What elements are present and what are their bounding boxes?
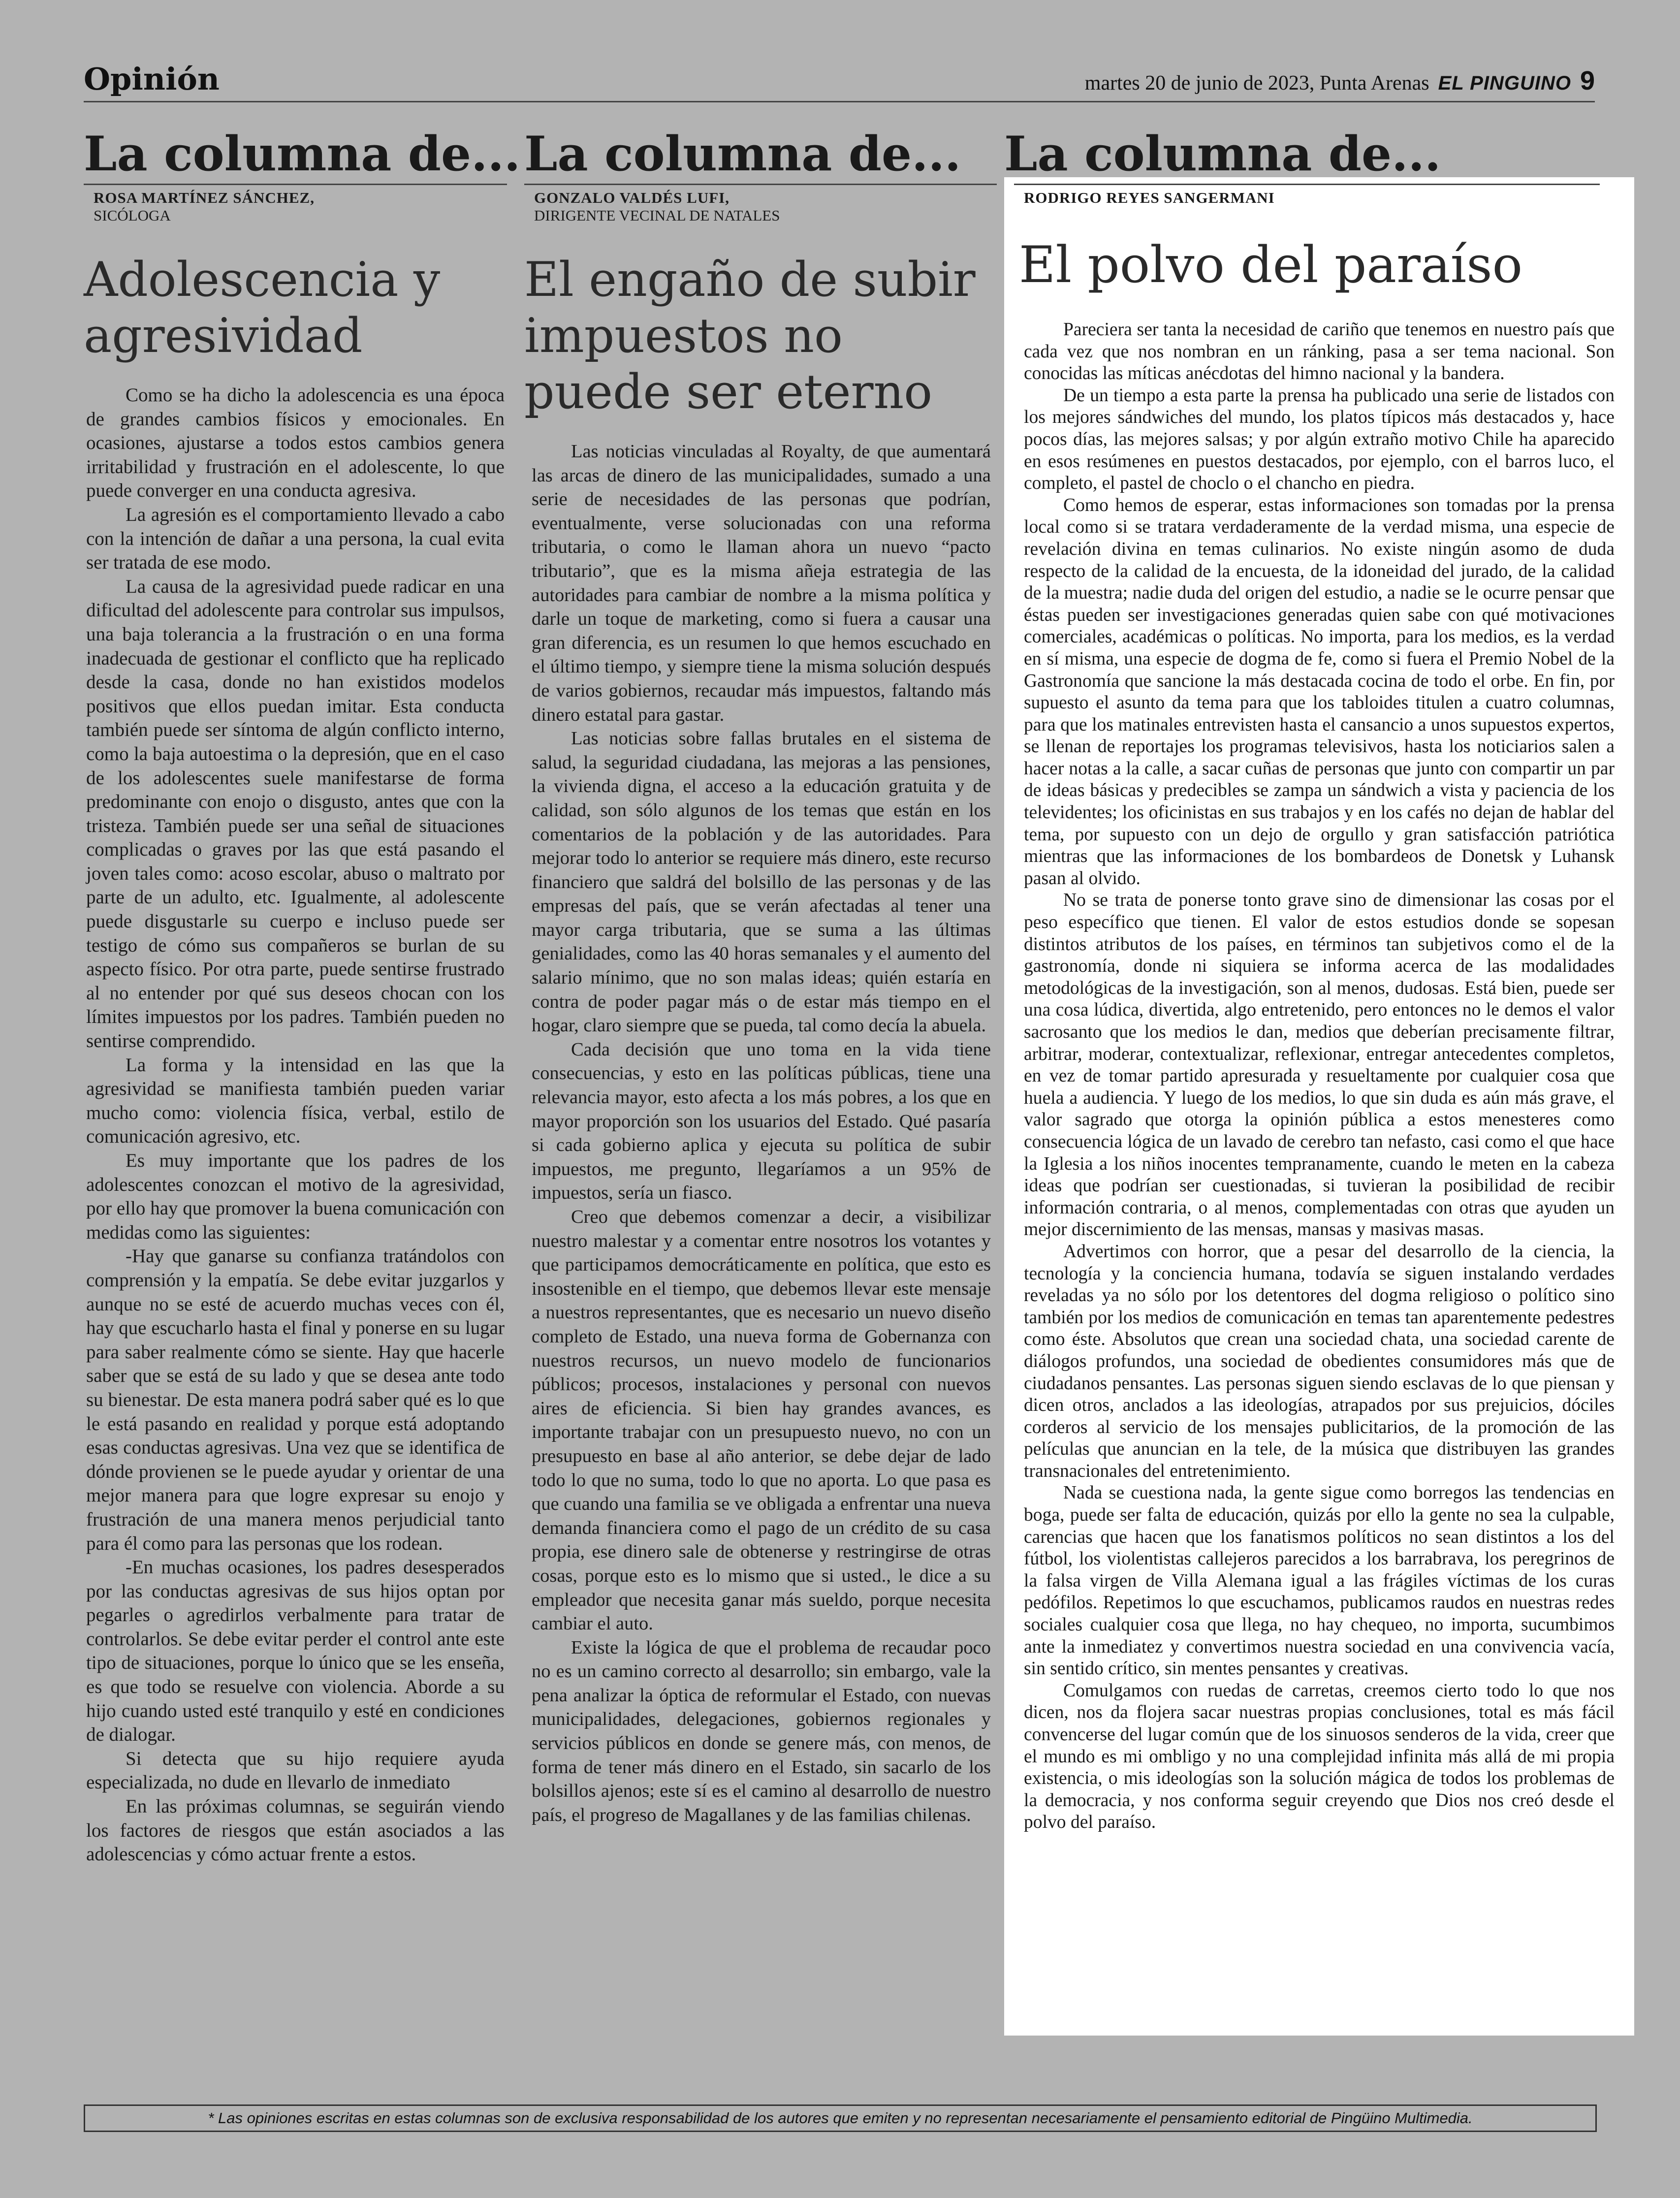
section-title: Opinión [84, 61, 220, 97]
page-number: 9 [1580, 66, 1595, 96]
date-place: martes 20 de junio de 2023, Punta Arenas [1084, 72, 1429, 95]
author-name: ROSA MARTÍNEZ SÁNCHEZ, [94, 189, 315, 206]
paragraph: -Hay que ganarse su confianza tratándolos con comprensión y la empatía. Se debe evitar juzgarlos y aunque no se esté de acuerdo muchas veces con él, hay que escucharlo hasta el final y ponerse en su lugar para saber realmente cómo se siente. Hay que hacerle saber que se está de su lado y que se desea ante todo su bienestar. De esta manera podrá saber qué es lo que le está pasando en realidad y porque está adoptando esas conductas agresivas. Una vez que se identifica de dónde provienen se le puede ayudar y orientar de una mejor manera para que logre expresar su enojo y frustración de una manera menos perjudicial tanto para él como para las personas que los rodean. [86, 1245, 505, 1554]
author-name: GONZALO VALDÉS LUFI, [534, 189, 729, 206]
author-name: RODRIGO REYES SANGERMANI [1024, 189, 1275, 206]
byline [524, 189, 997, 224]
kicker-rule [524, 184, 997, 185]
paragraph: Es muy importante que los padres de los adolescentes conozcan el motivo de la agresividad, por ello hay que promover la buena comunicación con medidas como las siguientes: [86, 1150, 505, 1243]
column-kicker: La columna de... [84, 126, 521, 182]
paragraph: La agresión es el comportamiento llevado a cabo con la intención de dañar a una persona, la cual evita ser tratada de ese modo. [86, 504, 505, 573]
paragraph: Si detecta que su hijo requiere ayuda especializada, no dude en llevarlo de inmediato [86, 1748, 505, 1793]
header-meta [1085, 65, 1595, 96]
column-gonzalo-valdes [524, 126, 997, 1827]
paragraph: No se trata de ponerse tonto grave sino de dimensionar las cosas por el peso específico que tienen. El valor de estos estudios donde se sopesan distintos atributos de los países, en términos tan subjetivos como el de la gastronomía, donde ni siquiera se informa acerca de las modalidades metodológicas de la investigación, son al menos, dudosas. Está bien, puede ser una cosa lúdica, divertida, algo entretenido, pero entonces no le demos el valor sacrosanto que los medios le dan, medios que deberían precisamente filtrar, arbitrar, moderar, contextualizar, reflexionar, entregar antecedentes completos, en vez de tomar partido apresurada y resueltamente por cualquier cosa que huela a audiencia. Y luego de los medios, lo que sin duda es aún más grave, el valor sagrado que otorga la opinión pública a estos menesteres como consecuencia lógica de un lavado de cerebro tan nefasto, casi como el que hace la Iglesia a los niños inocentes tempranamente, cuando le meten en la cabeza ideas que podrían ser cuestionadas, si tuvieran la posibilidad de recibir información contraria, o al menos, complementadas con otras que ayuden un mejor discernimiento de las mensas, mansas y masivas masas. [1024, 890, 1615, 1240]
paragraph: Las noticias sobre fallas brutales en el sistema de salud, la seguridad ciudadana, las mejoras a las pensiones, la vivienda digna, el acceso a la educación gratuita y de calidad, son sólo algunos de los temas que están en los comentarios de la población y de las autoridades. Para mejorar todo lo anterior se requiere más dinero, este recurso financiero que saldrá del bolsillo de las personas y de las empresas del país, que se verán afectadas al tener una mayor carga tributaria, que se suma a las últimas genialidades, como las 40 horas semanales y el aumento del salario mínimo, que no son malas ideas; quién estaría en contra de poder pagar más o de estar más tiempo en el hogar, claro siempre que se pueda, tal como decía la abuela. [532, 728, 991, 1036]
paragraph: En las próximas columnas, se seguirán viendo los factores de riesgos que están asociados a las adolescencias y cómo actuar frente a estos. [86, 1796, 505, 1865]
page-header [84, 54, 1595, 102]
paragraph: Nada se cuestiona nada, la gente sigue como borregos las tendencias en boga, puede ser falta de educación, quizás por ello la gente no sea la culpable, carencias que hacen que los fanatismos políticos no sean distintos a los del fútbol, los violentistas callejeros parecidos a los barrabrava, los peregrinos de la falsa virgen de Villa Alemana igual a las frágiles víctimas de los curas pedófilos. Repetimos lo que escuchamos, publicamos raudos en nuestras redes sociales cualquier cosa que llega, no hay chequeo, no importa, sucumbimos ante la inmediatez y convertimos nuestra sociedad en una convivencia vacía, sin sentido crítico, sin mentes pensantes y creativas. [1024, 1483, 1615, 1679]
paragraph: De un tiempo a esta parte la prensa ha publicado una serie de listados con los mejores sándwiches del mundo, los platos típicos más destacados y, hace pocos días, las mejores salsas; y por algún extraño motivo Chile ha aparecido en esos resúmenes en puestos destacados, por ejemplo, con el barros luco, el completo, el pastel de choclo o el chancho en piedra. [1024, 385, 1615, 494]
paragraph: La causa de la agresividad puede radicar en una dificultad del adolescente para controlar sus impulsos, una baja tolerancia a la frustración o en una forma inadecuada de gestionar el conflicto que ha replicado desde la casa, donde no han existidos modelos positivos que ellos puedan imitar. Esta conducta también puede ser síntoma de algún conflicto interno, como la baja autoestima o la depresión, que en el caso de los adolescentes suele manifestarse de forma predominante con enojo o disgusto, antes que con la tristeza. También puede ser una señal de situaciones complicadas o graves por las que está pasando el joven tales como: acoso escolar, abuso o maltrato por parte de un adulto, etc. Igualmente, al adolescente puede disgustarle su cuerpo e incluso puede ser testigo de cómo sus compañeros se burlan de su aspecto físico. Por otra parte, puede sentirse frustrado al no entender por qué sus deseos chocan con los límites impuestos por los padres. También pueden no sentirse comprendido. [86, 575, 505, 1052]
article-headline: Adolescencia y agresividad [84, 252, 441, 363]
paragraph: Comulgamos con ruedas de carretas, creemos cierto todo lo que nos dicen, nos da flojera sacar nuestras propias conclusiones, total es más fácil convencerse del lugar común que de los sinuosos senderos de la vida, creer que el mundo es mi ombligo y no una complejidad infinita más allá de mi propia existencia, o mis ideologías son la solución mágica de todos los problemas de la democracia, y nos conforma seguir creyendo que Dios nos creó desde el polvo del paraíso. [1024, 1680, 1615, 1833]
paragraph: -En muchas ocasiones, los padres desesperados por las conductas agresivas de sus hijos optan por pegarles o agredirlos verbalmente para tratar de controlarlos. Se debe evitar perder el control ante este tipo de situaciones, porque lo único que se les enseña, es que todo se resuelve con violencia. Aborde a su hijo cuando usted esté tranquilo y esté en condiciones de dialogar. [86, 1557, 505, 1746]
column-kicker: La columna de... [1004, 126, 1441, 182]
newspaper-brand: EL PINGUINO [1438, 72, 1571, 94]
column-rodrigo-reyes [1004, 126, 1634, 1834]
paragraph: Advertimos con horror, que a pesar del desarrollo de la ciencia, la tecnología y la conciencia humana, todavía se siguen instalando verdades reveladas ya no sólo por los detentores del dogma religioso o político sino también por los medios de comunicación en temas tan aparentemente pedestres como éste. Absolutos que crean una sociedad chata, una sociedad carente de diálogos profundos, una sociedad de obedientes consumidores más que de ciudadanos pensantes. Las personas siguen siendo esclavas de lo que piensan y dicen otros, anclados a las ideologías, atrapados por sus prejuicios, dóciles corderos al servicio de los mensajes publicitarios, de la promoción de las películas que anuncian en la tele, de la música que distribuyen las grandes transnacionales del entretenimiento. [1024, 1241, 1615, 1481]
article-headline: El engaño de subir impuestos no puede ser eterno [524, 252, 976, 419]
author-role: SICÓLOGA [94, 207, 171, 224]
paragraph: Cada decisión que uno toma en la vida tiene consecuencias, y esto en las políticas públicas, tiene una relevancia mayor, esto afecta a los más pobres, a los que en mayor proporción son los usuarios del Estado. Qué pasaría si cada gobierno aplica y ejecuta su política de subir impuestos, me pregunto, llegaríamos a un 95% de impuestos, sería un fiasco. [532, 1039, 991, 1204]
paragraph: La forma y la intensidad en las que la agresividad se manifiesta también pueden variar mucho como: violencia física, verbal, estilo de comunicación agresivo, etc. [86, 1054, 505, 1147]
article-body [524, 440, 997, 1827]
byline [1004, 189, 1634, 207]
kicker-rule [84, 184, 507, 185]
paragraph: Pareciera ser tanta la necesidad de cariño que tenemos en nuestro país que cada vez que nos nombran en un ránking, pasa a ser tema nacional. Son conocidas las míticas anécdotas del himno nacional y la bandera. [1024, 319, 1615, 384]
article-body [1004, 319, 1634, 1834]
disclaimer-box [84, 2104, 1597, 2132]
kicker-rule [1014, 184, 1600, 185]
article-headline: El polvo del paraíso [1019, 236, 1523, 294]
disclaimer-text: * Las opiniones escritas en estas columnas son de exclusiva responsabilidad de los autores que emiten y no representan necesariamente el pensamiento editorial de Pingüino Multimedia. [208, 2109, 1473, 2127]
paragraph: Creo que debemos comenzar a decir, a visibilizar nuestro malestar y a comentar entre nosotros los votantes y que participamos democráticamente en política, que esto es insostenible en el tiempo, que debemos llevar este mensaje a nuestros representantes, que es necesario un nuevo diseño completo de Estado, una nueva forma de Gobernanza con nuestros recursos, un nuevo modelo de funcionarios públicos; procesos, instalaciones y personal con nuevos aires de eficiencia. Si bien hay grandes avances, es importante trabajar con un presupuesto nuevo, no con un presupuesto en base al año anterior, se debe dejar de lado todo lo que no suma, todo lo que no aporta. Lo que pasa es que cuando una familia se ve obligada a enfrentar una nueva demanda financiera como el pago de un crédito de su casa propia, ese dinero sale de obtenerse y restringirse de otras cosas, porque esto es lo mismo que si usted., le dice a su empleador que necesita ganar más sueldo, porque necesita cambiar el auto. [532, 1207, 991, 1634]
paragraph: Las noticias vinculadas al Royalty, de que aumentará las arcas de dinero de las municipalidades, sumado a una serie de necesidades de las personas que podrían, eventualmente, verse solucionadas con una reforma tributaria, o como le llaman ahora un nuevo “pacto tributario”, que es la misma añeja estrategia de las autoridades para cambiar de nombre a la misma política y darle un toque de marketing, como si fuera a causar una gran diferencia, es un resumen lo que hemos escuchado en el último tiempo, y siempre tiene la misma solución después de varios gobiernos, recaudar más impuestos, faltando más dinero estatal para gastar. [532, 441, 991, 725]
author-role: DIRIGENTE VECINAL DE NATALES [534, 207, 780, 224]
byline [84, 189, 507, 224]
article-body [84, 383, 507, 1867]
paragraph: Existe la lógica de que el problema de recaudar poco no es un camino correcto al desarrollo; sin embargo, vale la pena analizar la óptica de reformular el Estado, con nuevas municipalidades, delegaciones, gobiernos regionales y servicios públicos en donde se genere más, con menos, de forma de tener más dinero en el Estado, sin sacarlo de los bolsillos ajenos; este sí es el camino al desarrollo de nuestro país, el progreso de Magallanes y de las familias chilenas. [532, 1637, 991, 1825]
column-kicker: La columna de... [524, 126, 961, 182]
column-rosa-martinez [84, 126, 521, 1867]
paragraph: Como hemos de esperar, estas informaciones son tomadas por la prensa local como si se tratara verdaderamente de la verdad misma, una especie de revelación divina en temas culinarios. No existe ningún asomo de duda respecto de la calidad de la encuesta, de la idoneidad del jurado, de la calidad de la muestra; nadie duda del origen del estudio, a nadie se le ocurre pensar que éstas pueden ser investigaciones generadas quien sabe con qué motivaciones comerciales, académicas o políticas. No importa, para los medios, es la verdad en sí misma, una especie de dogma de fe, como si fuera el Premio Nobel de la Gastronomía que sancione la más destacada cocina de todo el orbe. En fin, por supuesto el asunto da tema para que los tabloides titulen a cuatro columnas, para que los matinales entrevisten hasta el cansancio a unos supuestos expertos, se llenan de reportajes los programas televisivos, hasta los noticiarios salen a hacer notas a la calle, a sacar cuñas de personas que junto con compartir un par de ideas básicas y predecibles se zampa un sándwich a vista y paciencia de los televidentes; los oficinistas en sus trabajos y en los cafés no dejan de hablar del tema, por supuesto con un dejo de orgullo y gran satisfacción patriótica mientras que las informaciones de los bombardeos de Donetsk y Luhansk pasan al olvido. [1024, 495, 1615, 889]
paragraph: Como se ha dicho la adolescencia es una época de grandes cambios físicos y emocionales. En ocasiones, ajustarse a todos estos cambios genera irritabilidad y frustración en el adolescente, lo que puede converger en una conducta agresiva. [86, 384, 505, 502]
